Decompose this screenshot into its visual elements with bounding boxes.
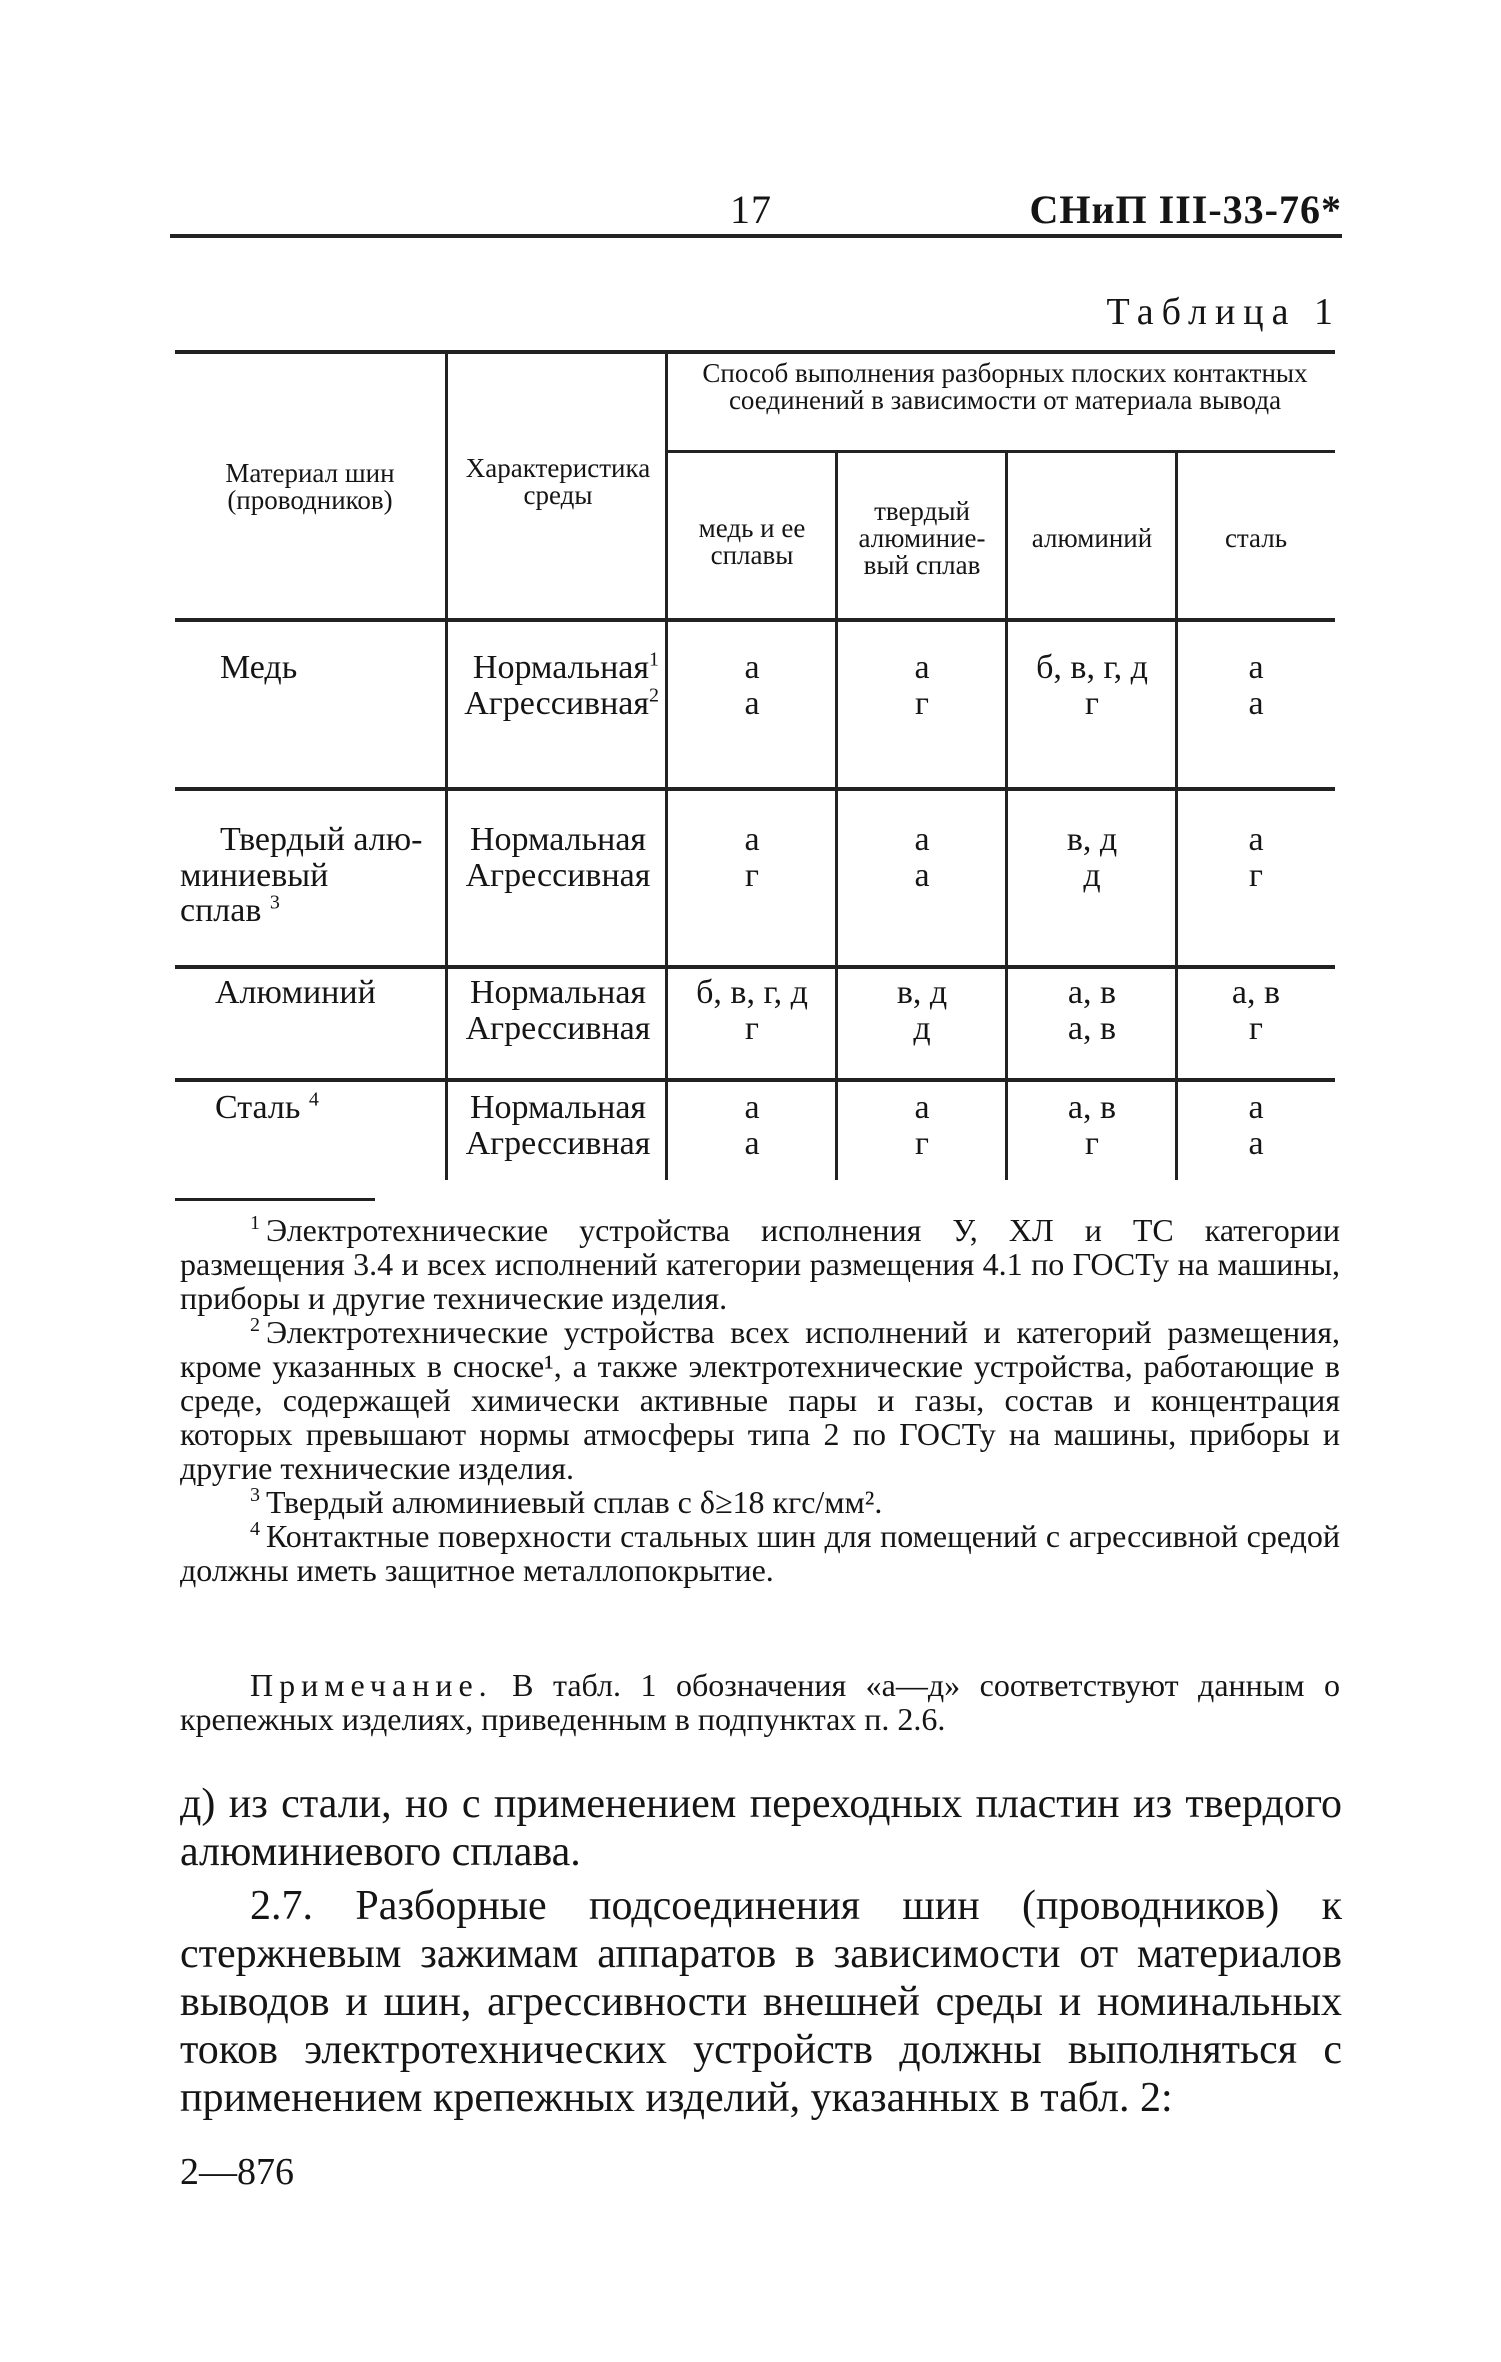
footnote-rule xyxy=(175,1198,375,1201)
row-steel-aluminum-method: а, в г xyxy=(1067,1089,1117,1162)
row-copper-copper-method: а а xyxy=(744,649,760,722)
row-aluminum-material: Алюминий xyxy=(215,974,376,1011)
row-aluminum-alloy-method: в, д д xyxy=(896,974,948,1047)
row-steel-env: Нормальная Агрессивная xyxy=(465,1089,651,1162)
row-steel-copper-method: а а xyxy=(744,1089,760,1162)
footnote-4: $^4$ Контактные поверхности стальных шин для помещений с агрессивной средой должны иметь защитное металлопокрытие. xyxy=(180,1518,1340,1588)
page-number: 17 xyxy=(730,187,772,232)
row-aluminum-copper-method: б, в, г, д г xyxy=(696,974,808,1047)
table-caption: Таблица 1 xyxy=(1106,291,1341,333)
table-top-rule xyxy=(175,350,1335,354)
footnote-3: $^3$ Твердый алюминиевый сплав с δ≥18 кгс/мм². xyxy=(250,1484,883,1520)
header-method-group: Способ выполнения разборных плоских контактных соединений в зависимости от материала вывода xyxy=(702,358,1308,415)
contacts-table xyxy=(175,350,1335,1180)
header-rule xyxy=(170,234,1342,238)
footnotes xyxy=(180,1213,1340,1587)
table-row-rule xyxy=(175,1078,1335,1082)
row-alloy-copper-method: а г xyxy=(744,821,760,894)
table-col-rule xyxy=(665,354,668,1180)
row-alloy-env: Нормальная Агрессивная xyxy=(465,821,651,894)
row-copper-alloy-method: а г xyxy=(914,649,930,722)
row-steel-material: Сталь $^4$ xyxy=(215,1088,319,1126)
footnote-1: $^1$ Электротехнические устройства исполнения У, ХЛ и ТС категории размещения 3.4 и всех исполнений категории размещения 4.1 по ГОСТу на машины, приборы и другие технические изделия. xyxy=(180,1212,1340,1316)
table-col-rule xyxy=(445,354,448,1180)
header-hard-alloy: твердый алюминие-вый сплав xyxy=(858,496,986,580)
header-steel: сталь xyxy=(1224,523,1288,553)
body-text xyxy=(180,1780,1342,2122)
document-code: СНиП III-33-76* xyxy=(1029,187,1342,232)
row-copper-aluminum-method: б, в, г, д г xyxy=(1036,649,1148,722)
table-col-rule xyxy=(835,453,838,1180)
row-aluminum-steel-method: а, в г xyxy=(1231,974,1281,1047)
row-copper-material: Медь xyxy=(220,649,298,686)
row-copper-env: Нормальная$^1$ Агрессивная$^2$ xyxy=(464,648,659,722)
row-steel-alloy-method: а г xyxy=(914,1089,930,1162)
row-alloy-alloy-method: а а xyxy=(914,821,930,894)
table-header-bottom-rule xyxy=(175,618,1335,622)
header-copper: медь и ее сплавы xyxy=(698,513,806,570)
row-alloy-aluminum-method: в, д д xyxy=(1066,821,1118,894)
header-environment: Характеристика среды xyxy=(465,453,651,510)
paragraph-d: д) из стали, но с применением переходных пластин из твердого алюминиевого сплава. xyxy=(180,1781,1342,1875)
table-col-rule xyxy=(1005,453,1008,1180)
table-note xyxy=(180,1668,1340,1736)
note-label: Примечание. xyxy=(250,1667,493,1703)
table-col-rule xyxy=(1175,453,1178,1180)
row-aluminum-aluminum-method: а, в а, в xyxy=(1067,974,1117,1047)
printing-signature: 2—876 xyxy=(180,2151,294,2193)
header-material: Материал шин (проводников) xyxy=(225,458,395,515)
row-aluminum-env: Нормальная Агрессивная xyxy=(465,974,651,1047)
note-text: В табл. 1 обозначения «а—д» соответствуют данным о крепежных изделиях, приведенным в подпунктах п. 2.6. xyxy=(180,1667,1341,1737)
header-aluminum: алюминий xyxy=(1031,523,1153,553)
row-alloy-material: Твердый алю- миниевый сплав $^3$ xyxy=(180,821,423,930)
footnote-2: $^2$ Электротехнические устройства всех исполнений и категорий размещения, кроме указанных в сноске¹, а также электротехнические устройства, работающие в среде, содержащей химически активные пары и газы, состав и концентрация которых превышают нормы атмосферы типа 2 по ГОСТу на машины, приборы и другие технические изделия. xyxy=(180,1314,1340,1486)
paragraph-2-7: 2.7. Разборные подсоединения шин (проводников) к стержневым зажимам аппаратов в зависимости от материалов выводов и шин, агрессивности внешней среды и номинальных токов электротехнических устройств должны выполняться с применением крепежных изделий, указанных в табл. 2: xyxy=(180,1883,1342,2121)
row-steel-steel-method: а а xyxy=(1248,1089,1264,1162)
table-row-rule xyxy=(175,787,1335,791)
row-copper-steel-method: а а xyxy=(1248,649,1264,722)
running-header xyxy=(170,178,1342,230)
table-subheader-rule xyxy=(665,450,1335,453)
table-row-rule xyxy=(175,965,1335,969)
row-alloy-steel-method: а г xyxy=(1248,821,1264,894)
